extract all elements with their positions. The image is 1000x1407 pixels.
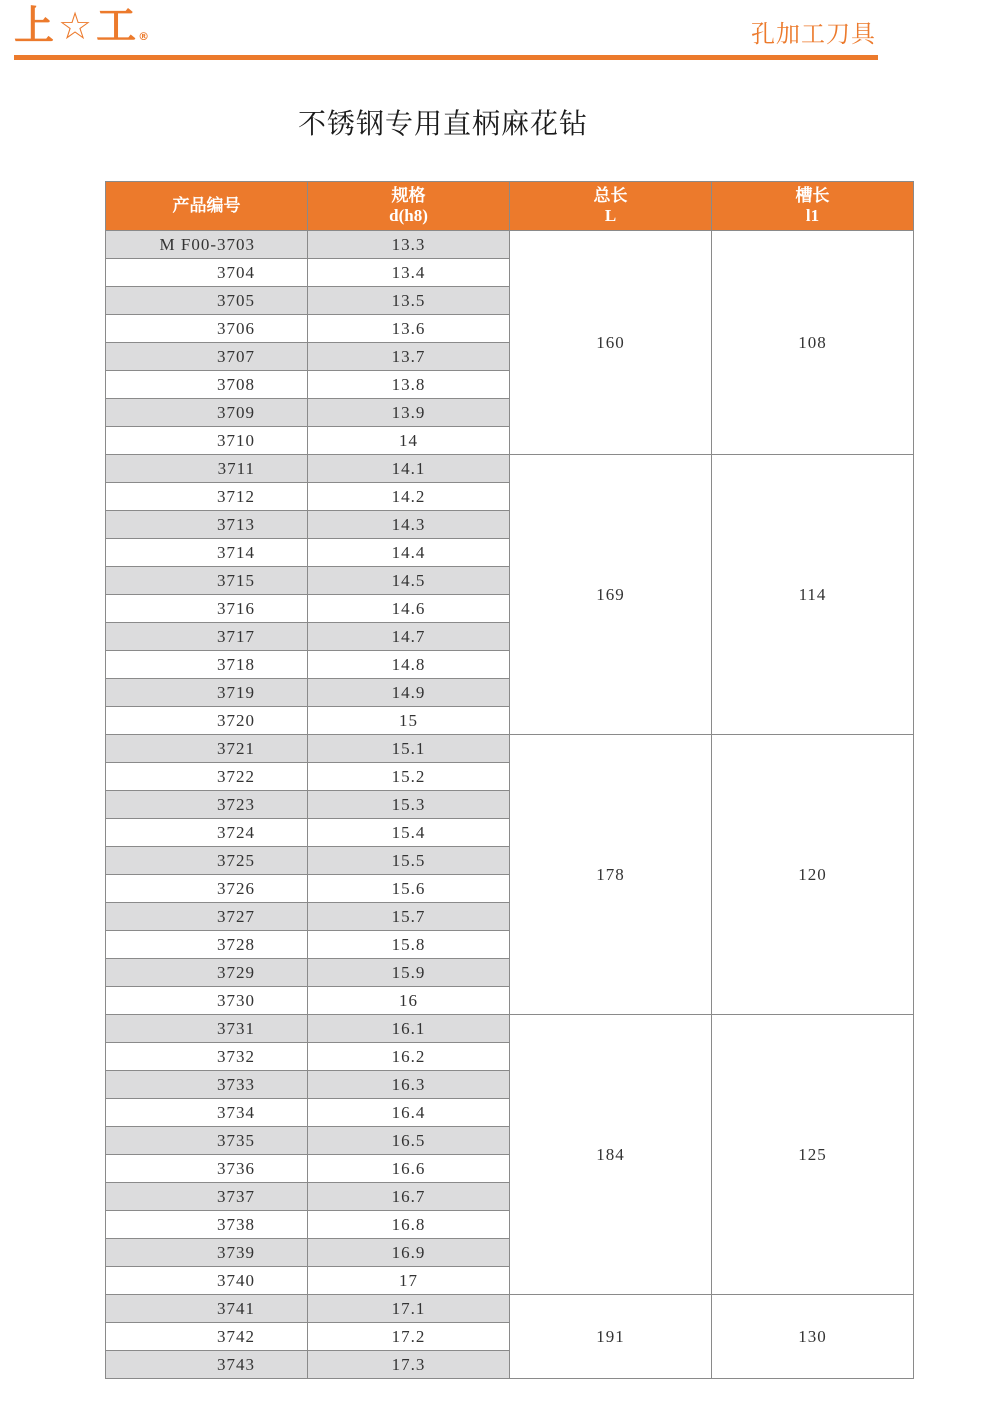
product-code-cell: 3727 — [106, 903, 308, 931]
product-code-cell: 3713 — [106, 511, 308, 539]
product-code-cell: 3725 — [106, 847, 308, 875]
diameter-cell: 13.4 — [308, 259, 510, 287]
table-row — [106, 1295, 914, 1323]
product-code-cell: 3731 — [106, 1015, 308, 1043]
diameter-cell: 13.7 — [308, 343, 510, 371]
diameter-cell: 15.3 — [308, 791, 510, 819]
diameter-cell: 15.9 — [308, 959, 510, 987]
flute-length-cell: 114 — [712, 455, 914, 735]
table-row — [106, 231, 914, 259]
table-body — [106, 231, 914, 1379]
diameter-cell: 15.7 — [308, 903, 510, 931]
diameter-cell: 13.5 — [308, 287, 510, 315]
diameter-cell: 14.6 — [308, 595, 510, 623]
product-code-cell: 3716 — [106, 595, 308, 623]
product-code-cell: 3729 — [106, 959, 308, 987]
diameter-cell: 16.5 — [308, 1127, 510, 1155]
flute-length-cell: 120 — [712, 735, 914, 1015]
total-length-cell: 160 — [510, 231, 712, 455]
product-code-cell: 3719 — [106, 679, 308, 707]
diameter-cell: 15.2 — [308, 763, 510, 791]
product-code-cell: 3736 — [106, 1155, 308, 1183]
header-label: 规格 — [391, 186, 426, 205]
product-code-cell: 3741 — [106, 1295, 308, 1323]
diameter-cell: 16.1 — [308, 1015, 510, 1043]
diameter-cell: 15.6 — [308, 875, 510, 903]
diameter-cell: 15 — [308, 707, 510, 735]
header-sublabel: L — [604, 206, 617, 225]
product-code-cell: 3722 — [106, 763, 308, 791]
product-code-cell: 3742 — [106, 1323, 308, 1351]
registered-mark: ® — [138, 30, 150, 43]
header-flute-length — [712, 182, 914, 231]
product-code-cell: 3705 — [106, 287, 308, 315]
diameter-cell: 14.7 — [308, 623, 510, 651]
product-code-cell: 3709 — [106, 399, 308, 427]
product-code-cell: 3743 — [106, 1351, 308, 1379]
diameter-cell: 14.8 — [308, 651, 510, 679]
header-divider — [14, 55, 878, 60]
section-label: 孔加工刀具 — [751, 20, 876, 48]
diameter-cell: 14.5 — [308, 567, 510, 595]
diameter-cell: 13.9 — [308, 399, 510, 427]
spec-table — [105, 181, 914, 1379]
total-length-cell: 178 — [510, 735, 712, 1015]
total-length-cell: 169 — [510, 455, 712, 735]
header-sublabel: l1 — [805, 206, 820, 225]
diameter-cell: 17.1 — [308, 1295, 510, 1323]
header-label: 产品编号 — [172, 196, 241, 215]
diameter-cell: 16 — [308, 987, 510, 1015]
diameter-cell: 13.8 — [308, 371, 510, 399]
table-row — [106, 1015, 914, 1043]
diameter-cell: 15.5 — [308, 847, 510, 875]
product-code-cell: 3737 — [106, 1183, 308, 1211]
header-label: 总长 — [593, 186, 628, 205]
table-row — [106, 735, 914, 763]
logo-char-right: 工 — [96, 3, 137, 49]
product-code-cell: 3704 — [106, 259, 308, 287]
header-total-length — [510, 182, 712, 231]
diameter-cell: 15.1 — [308, 735, 510, 763]
product-code-cell: 3710 — [106, 427, 308, 455]
diameter-cell: 13.6 — [308, 315, 510, 343]
product-code-cell: 3739 — [106, 1239, 308, 1267]
product-code-cell: 3706 — [106, 315, 308, 343]
diameter-cell: 16.3 — [308, 1071, 510, 1099]
diameter-cell: 16.7 — [308, 1183, 510, 1211]
diameter-cell: 16.9 — [308, 1239, 510, 1267]
product-code-cell: 3734 — [106, 1099, 308, 1127]
table-header-row — [106, 182, 914, 231]
diameter-cell: 16.4 — [308, 1099, 510, 1127]
diameter-cell: 17 — [308, 1267, 510, 1295]
diameter-cell: 14.1 — [308, 455, 510, 483]
header-diameter — [308, 182, 510, 231]
diameter-cell: 14.3 — [308, 511, 510, 539]
product-code-cell: 3721 — [106, 735, 308, 763]
table-row — [106, 455, 914, 483]
product-code-cell: 3728 — [106, 931, 308, 959]
flute-length-cell: 108 — [712, 231, 914, 455]
page-title: 不锈钢专用直柄麻花钻 — [297, 107, 588, 140]
flute-length-cell: 130 — [712, 1295, 914, 1379]
product-code-cell: 3733 — [106, 1071, 308, 1099]
header-sublabel: d(h8) — [389, 206, 428, 225]
diameter-cell: 17.3 — [308, 1351, 510, 1379]
product-code-cell: 3708 — [106, 371, 308, 399]
product-code-cell: 3730 — [106, 987, 308, 1015]
flute-length-cell: 125 — [712, 1015, 914, 1295]
logo-char-left: 上 — [14, 3, 54, 49]
star-icon: ☆ — [58, 4, 93, 48]
diameter-cell: 14 — [308, 427, 510, 455]
diameter-cell: 16.2 — [308, 1043, 510, 1071]
product-code-cell: 3740 — [106, 1267, 308, 1295]
diameter-cell: 16.8 — [308, 1211, 510, 1239]
diameter-cell: 16.6 — [308, 1155, 510, 1183]
product-code-cell: 3720 — [106, 707, 308, 735]
diameter-cell: 15.4 — [308, 819, 510, 847]
product-code-cell: 3715 — [106, 567, 308, 595]
product-code-cell: 3738 — [106, 1211, 308, 1239]
diameter-cell: 15.8 — [308, 931, 510, 959]
brand-logo — [14, 4, 149, 48]
product-code-cell: 3723 — [106, 791, 308, 819]
product-code-cell: 3707 — [106, 343, 308, 371]
total-length-cell: 191 — [510, 1295, 712, 1379]
product-code-cell: 3712 — [106, 483, 308, 511]
header-product-code — [106, 182, 308, 231]
product-code-cell: 3711 — [106, 455, 308, 483]
diameter-cell: 17.2 — [308, 1323, 510, 1351]
diameter-cell: 14.2 — [308, 483, 510, 511]
header-label: 槽长 — [795, 186, 830, 205]
diameter-cell: 14.4 — [308, 539, 510, 567]
diameter-cell: 14.9 — [308, 679, 510, 707]
total-length-cell: 184 — [510, 1015, 712, 1295]
product-code-cell: M F00-3703 — [106, 231, 308, 259]
product-code-cell: 3735 — [106, 1127, 308, 1155]
product-code-cell: 3714 — [106, 539, 308, 567]
product-code-cell: 3724 — [106, 819, 308, 847]
product-code-cell: 3732 — [106, 1043, 308, 1071]
diameter-cell: 13.3 — [308, 231, 510, 259]
product-code-cell: 3726 — [106, 875, 308, 903]
product-code-cell: 3717 — [106, 623, 308, 651]
product-code-cell: 3718 — [106, 651, 308, 679]
